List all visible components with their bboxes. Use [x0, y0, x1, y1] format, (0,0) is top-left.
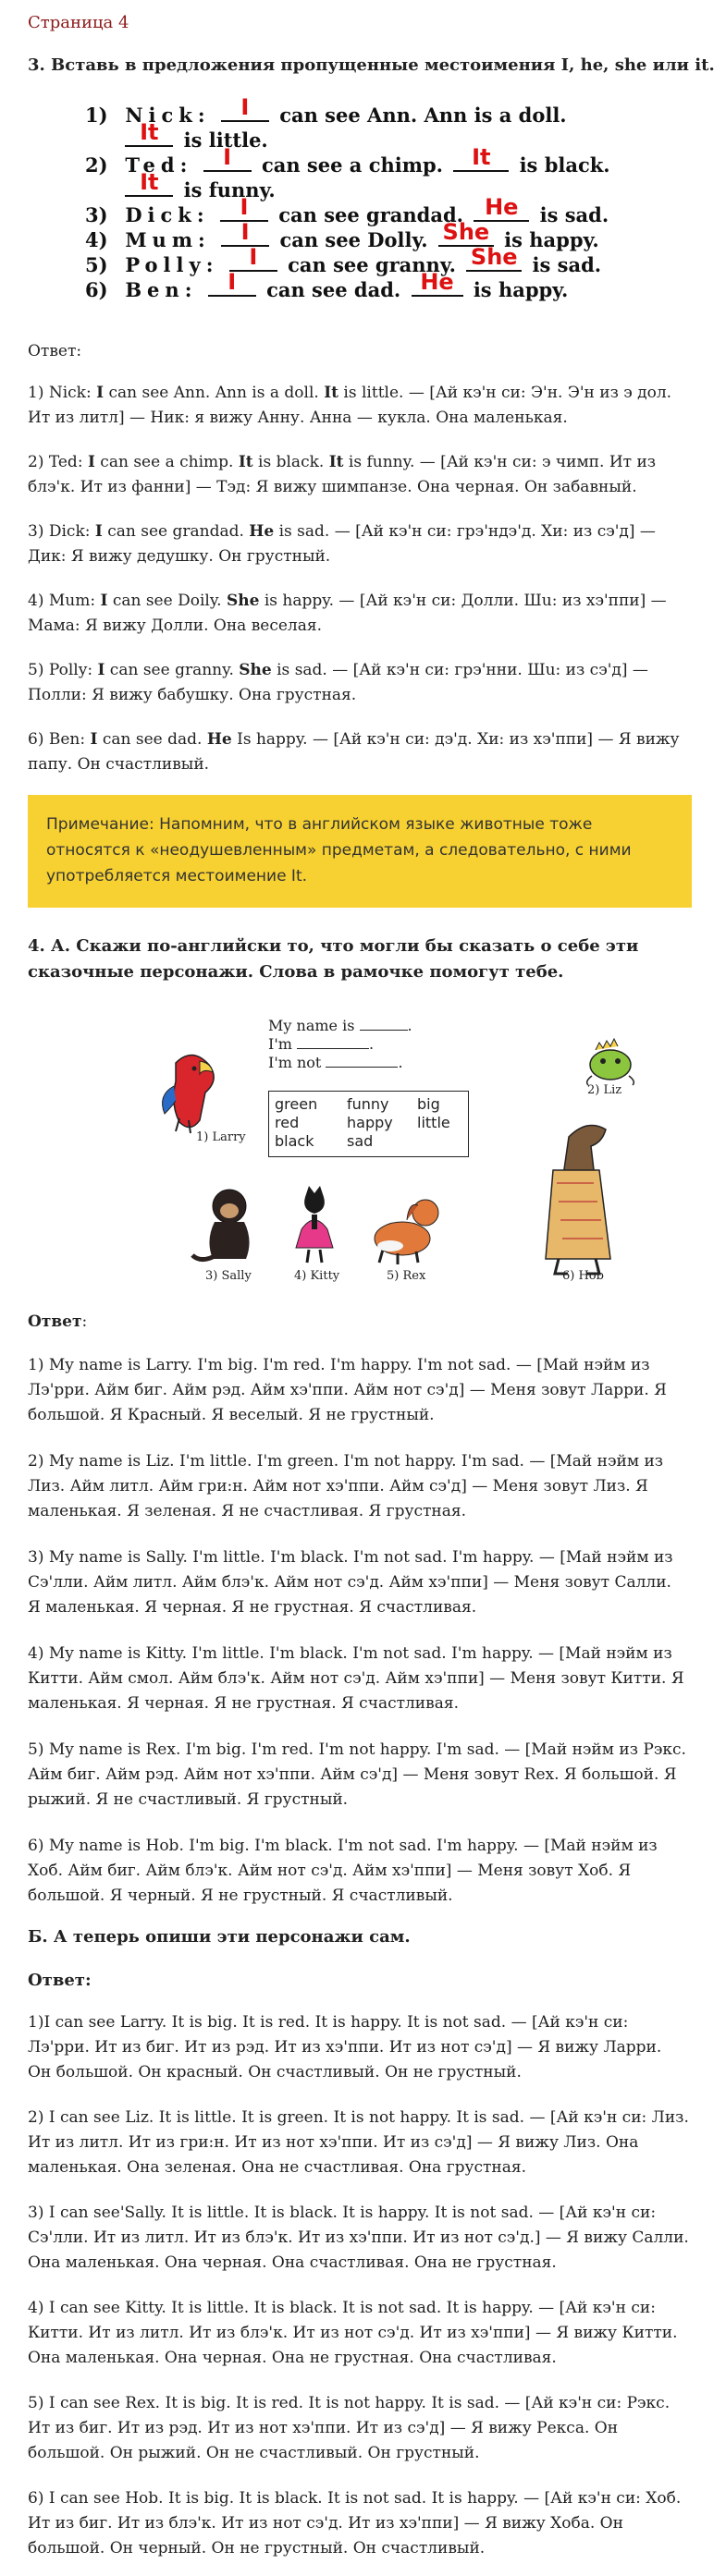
- speaker-name: Polly:: [125, 253, 219, 276]
- answer-blank: [125, 169, 173, 197]
- worksheet-line: [85, 169, 658, 201]
- answer-text: It: [140, 169, 159, 195]
- answer-blank: [453, 144, 509, 172]
- answer-paragraph: 3) I can see'Sally. It is little. It is black. It is happy. It is not sad. — [Ай кэ'н си: Сэ'лли. Ит из литл. Ит из блэ'к. Ит из хэ'ппи. Ит из нот сэ'д.] — Я вижу Салли. Она маленькая. Она черная. Она счастливая. Она не грустная.: [28, 2204, 689, 2272]
- answer-paragraph: 5) I can see Rex. It is big. It is red. It is not happy. It is sad. — [Ай кэ'н си: Рэкс. Ит из биг. Ит из рэд. Ит из нот хэ'ппи. Ит из сэ'д] — Я вижу Рекса. Он большой. Он рыжий. Он не счастливый. Он грустный.: [28, 2394, 671, 2462]
- word: red: [275, 1114, 300, 1131]
- answer-blank: [221, 94, 269, 122]
- horse-icon: [546, 1126, 610, 1275]
- speaker-name: Dick:: [125, 203, 210, 226]
- line-number: 2): [85, 153, 108, 177]
- sentence-text: is sad.: [539, 203, 609, 226]
- answer-text: He: [420, 269, 454, 295]
- sentence-text: can see granny.: [288, 253, 456, 276]
- note-box: [28, 795, 692, 908]
- sentence-text: is happy.: [473, 278, 569, 301]
- answer-paragraph: 3) My name is Sally. I'm little. I'm black. I'm not sad. I'm happy. — [Май нэйм из Сэ'лли. Айм литл. Айм блэ'к. Айм нот сэ'д. Айм хэ'ппи] — Меня зовут Салли. Я маленькая. Я черная. Я не грустная. Я счастливая.: [28, 1548, 673, 1617]
- worksheet-line: [85, 244, 658, 276]
- answer-paragraph: 6) Ben: I can see dad. He Is happy. — [Ай кэ'н си: дэ'д. Хи: из хэ'ппи] — Я вижу папу. Он счастливый.: [28, 730, 680, 774]
- line-number: 3): [85, 203, 108, 226]
- answer-paragraph: 6) My name is Hob. I'm big. I'm black. I'm not sad. I'm happy. — [Май нэйм из Хоб. Айм биг. Айм блэ'к. Айм нот сэ'д. Айм хэ'ппи] — Меня зовут Хоб. Я большой. Я черный. Я не грустный. Я счастливый.: [28, 1837, 658, 1905]
- characters-illustration: [148, 1007, 703, 1285]
- word: little: [417, 1114, 450, 1131]
- word: big: [417, 1095, 440, 1113]
- answer-paragraph: 1)I can see Larry. It is big. It is red. It is happy. It is not sad. — [Ай кэ'н си: Лэ'рри. Ит из биг. Ит из рэд. Ит из хэ'ппи. Ит из нот сэ'д] — Я вижу Ларри. Он большой. Он красный. Он счастливый. Он не грустный.: [28, 2013, 662, 2082]
- worksheet-line: [85, 119, 658, 152]
- answer-label: Ответ:: [28, 342, 82, 360]
- cat-icon: [296, 1186, 333, 1263]
- answer-text: It: [472, 144, 491, 170]
- answer-paragraph: 4) My name is Kitty. I'm little. I'm black. I'm not sad. I'm happy. — [Май нэйм из Китти. Айм смол. Айм блэ'к. Айм нот сэ'д. Айм хэ'ппи] — Меня зовут Китти. Я маленькая. Я черная. Я не грустная. Я счастливая.: [28, 1644, 684, 1713]
- answer-paragraph: 2) I can see Liz. It is little. It is green. It is not happy. It is sad. — [Ай кэ'н си: Лиз. Ит из литл. Ит из гри:н. Ит из нот хэ'ппи. Ит из сэ'д] — Я вижу Лиз. Она маленькая. Она зеленая. Она не счастливая. Она грустная.: [28, 2108, 689, 2177]
- line-number: 5): [85, 253, 108, 276]
- line-number: 1): [85, 104, 108, 127]
- exercise-3-heading: 3. Вставь в предложения пропущенные местоимения I, he, she или it.: [28, 55, 715, 75]
- answer-paragraph: 1) Nick: I can see Ann. Ann is a doll. It is little. — [Ай кэ'н си: Э'н. Э'н из э дол. Ит из литл] — Ник: я вижу Анну. Анна — кукла. Она маленькая.: [28, 384, 672, 427]
- answer-blank: [208, 269, 256, 297]
- answer-paragraph: 3) Dick: I can see grandad. He is sad. — [Ай кэ'н си: грэ'ндэ'д. Хи: из сэ'д] — Дик: Я вижу дедушку. Он грустный.: [28, 522, 656, 566]
- sentence-text: can see Dolly.: [279, 228, 428, 251]
- speaker-name: Mum:: [125, 228, 211, 251]
- sentence-text: can see grandad.: [278, 203, 463, 226]
- word: funny: [347, 1095, 389, 1113]
- answer-text: She: [470, 244, 518, 270]
- answer-paragraph: 4) Mum: I can see Doily. She is happy. — [Ай кэ'н си: Долли. Шu: из хэ'ппи] — Мама: Я вижу Долли. Она веселая.: [28, 592, 667, 635]
- answer-paragraph: 2) Ted: I can see a chimp. It is black. It is funny. — [Ай кэ'н си: э чимп. Ит из блэ'к. Ит из фанни] — Тэд: Я вижу шимпанзе. Она черная. Он забавный.: [28, 453, 657, 496]
- worksheet-line: [85, 269, 658, 301]
- answer-blank: [125, 119, 173, 147]
- page-link[interactable]: Страница 4: [28, 13, 129, 32]
- answer-paragraph: 2) My name is Liz. I'm little. I'm green. I'm not happy. I'm sad. — [Май нэйм из Лиз. Айм литл. Айм гри:н. Айм нот хэ'ппи. Айм сэ'д] — Меня зовут Лиз. Я маленькая. Я зеленая. Я не счастливая. Я грустная.: [28, 1452, 664, 1520]
- character-caption: 3) Sally: [205, 1269, 252, 1283]
- character-caption: 5) Rex: [387, 1269, 426, 1283]
- sentence-text: can see a chimp.: [261, 153, 443, 177]
- worksheet-line: [85, 194, 658, 226]
- answer-text: I: [228, 269, 237, 295]
- worksheet-line: [85, 219, 658, 251]
- line-number: 6): [85, 278, 108, 301]
- speaker-name: Nick:: [125, 104, 211, 127]
- sentence-text: is black.: [519, 153, 610, 177]
- frog-icon: [587, 1039, 634, 1085]
- sentence-text: can see dad.: [266, 278, 401, 301]
- sentence-text: is funny.: [183, 178, 276, 201]
- sentence-text: is happy.: [504, 228, 599, 251]
- character-caption: 2) Liz: [587, 1083, 622, 1097]
- answer-paragraph: 5) Polly: I can see granny. She is sad. — [Ай кэ'н си: грэ'нни. Шu: из сэ'д] — Полли: Я вижу бабушку. Она грустная.: [28, 661, 648, 704]
- answer-paragraph: 1) My name is Larry. I'm big. I'm red. I'm happy. I'm not sad. — [Май нэйм из Лэ'рри. Айм биг. Айм рэд. Айм хэ'ппи. Айм нот сэ'д] — Меня зовут Ларри. Я большой. Я Красный. Я веселый. Я не грустный.: [28, 1356, 667, 1424]
- sentence-text: can see Ann. Ann is a doll.: [279, 104, 567, 127]
- phrase-frame: My name is . I'm . I'm not .: [268, 1017, 412, 1071]
- answer-blank: [466, 244, 522, 272]
- answer-text: I: [240, 194, 249, 220]
- answer-label: Ответ:: [28, 1971, 92, 1990]
- answer-text: He: [485, 194, 519, 220]
- answer-paragraph: 6) I can see Hob. It is big. It is black. It is not sad. It is happy. — [Ай кэ'н си: Хоб. Ит из биг. Ит из блэ'к. Ит из нот сэ'д. Ит из хэ'ппи] — Я вижу Хоба. Он большой. Он черный. Он не грустный. Он счастливый.: [28, 2489, 682, 2558]
- exercise-4b-heading: Б. А теперь опиши эти персонажи сам.: [28, 1927, 411, 1947]
- answer-label: Ответ:: [28, 1312, 88, 1331]
- note-text: Примечание: Напомним, что в английском языке животные тоже относятся к «неодушевленным» предметам, а следовательно, с ними употребляется местоимение It.: [46, 815, 632, 885]
- character-caption: 1) Larry: [196, 1130, 246, 1144]
- word: sad: [347, 1132, 374, 1150]
- characters-drawing: [148, 1007, 703, 1285]
- dog-icon: [375, 1200, 438, 1264]
- parrot-icon: [163, 1055, 215, 1133]
- word: green: [275, 1095, 318, 1113]
- answer-paragraph: 4) I can see Kitty. It is little. It is black. It is not sad. It is happy. — [Ай кэ'н си: Китти. Ит из литл. Ит из блэ'к. Ит из нот сэ'д. Ит из хэ'ппи] — Я вижу Китти. Она маленькая. Она черная. Она не грустная. Она счастливая.: [28, 2299, 678, 2367]
- answer-text: I: [240, 94, 250, 120]
- answer-text: I: [249, 244, 258, 270]
- answer-blank: [203, 144, 252, 172]
- answer-paragraph: 5) My name is Rex. I'm big. I'm red. I'm not happy. I'm sad. — [Май нэйм из Рэкс. Айм биг. Айм рэд. Айм нот хэ'ппи. Айм сэ'д] — Меня зовут Rex. Я большой. Я рыжий. Я не счастливый. Я грустный.: [28, 1740, 686, 1809]
- word: happy: [347, 1114, 393, 1131]
- answer-text: She: [442, 219, 490, 245]
- answer-text: I: [223, 144, 232, 170]
- speaker-name: Ted:: [125, 153, 193, 177]
- answer-text: It: [140, 119, 159, 145]
- answer-blank: [412, 269, 463, 297]
- word: black: [275, 1132, 314, 1150]
- exercise-4-heading: 4. А. Скажи по-английски то, что могли бы сказать о себе эти сказочные персонажи. Слова в рамочке помогут тебе.: [28, 936, 639, 982]
- sentence-text: is little.: [183, 128, 268, 152]
- sentence-text: is sad.: [532, 253, 602, 276]
- answer-text: I: [240, 219, 250, 245]
- character-caption: 6) Hob: [562, 1269, 604, 1283]
- line-number: 4): [85, 228, 108, 251]
- exercise-3-worksheet: [85, 94, 658, 301]
- speaker-name: Ben:: [125, 278, 198, 301]
- character-caption: 4) Kitty: [294, 1269, 340, 1283]
- chimp-icon: [192, 1190, 250, 1260]
